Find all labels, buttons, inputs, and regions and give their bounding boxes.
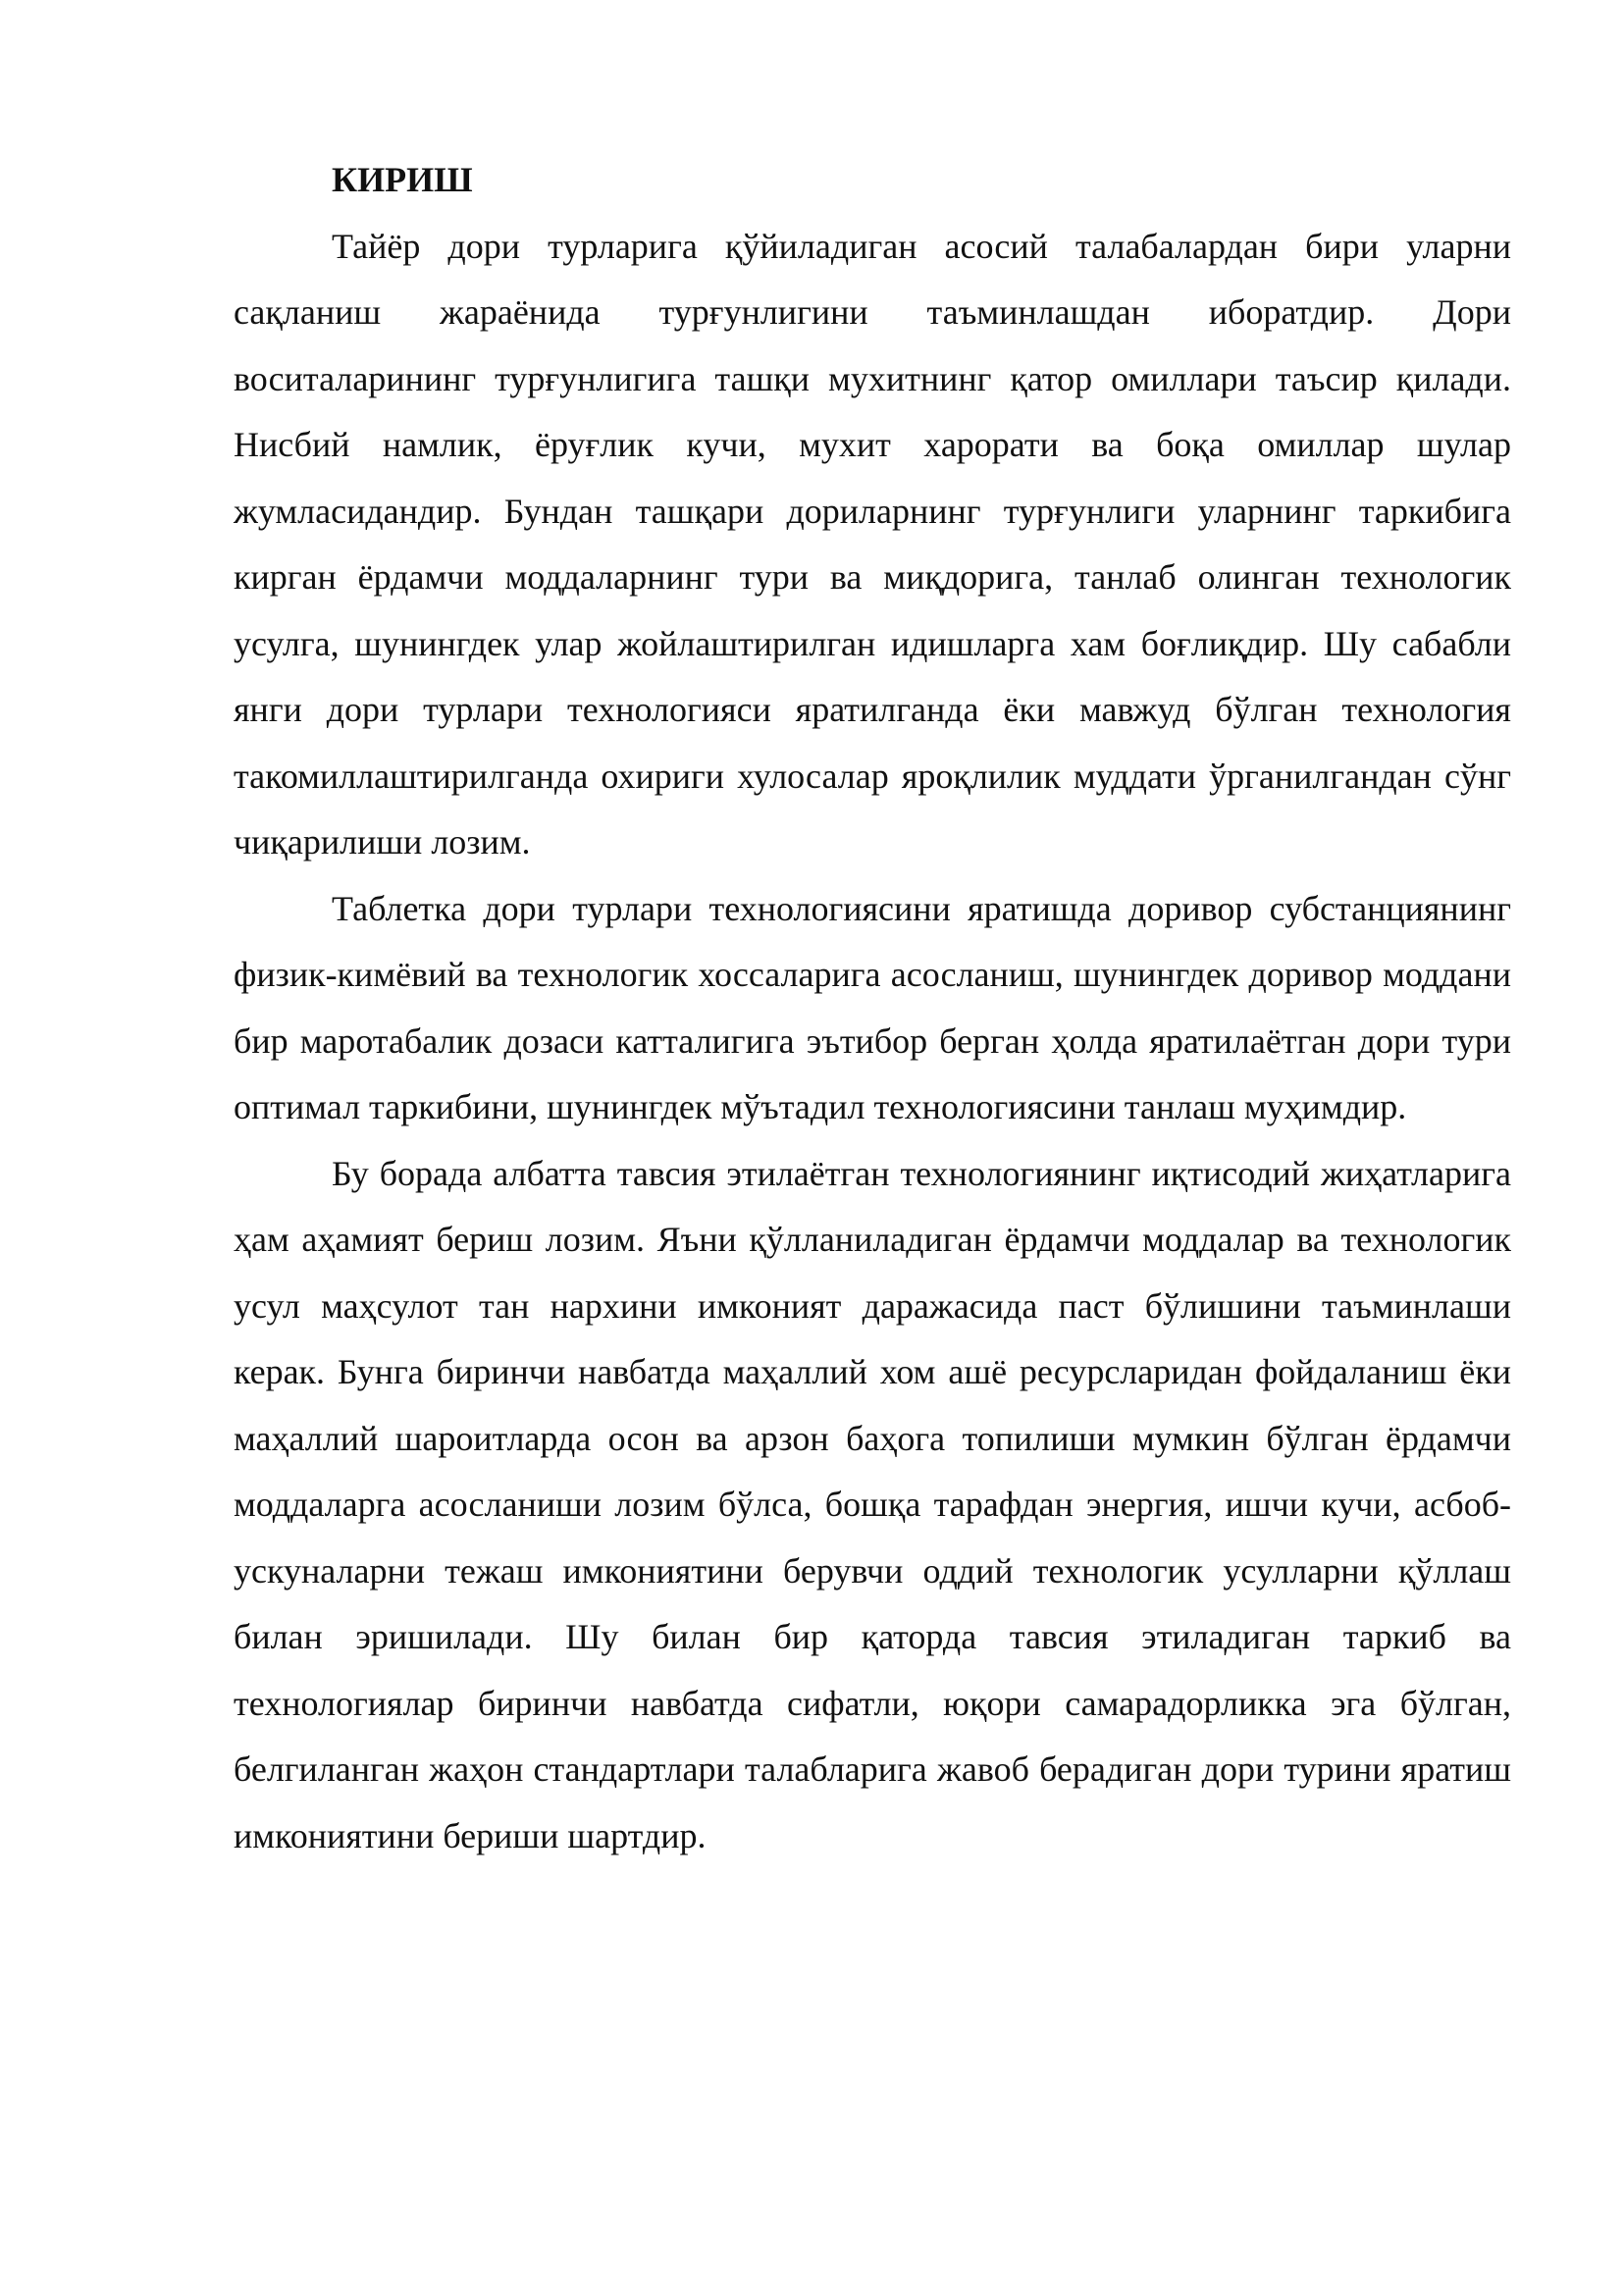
section-heading: КИРИШ: [332, 160, 473, 199]
paragraph-2: Таблетка дори турлари технологиясини яратишда доривор субстанциянинг физик-кимёвий ва технологик хоссаларига асосланиш, шунингдек доривор моддани бир маротабалик дозаси катталигига эътибор берган ҳолда яратилаётган дори тури оптимал таркибини, шунингдек мўътадил технологиясини танлаш муҳимдир.: [234, 888, 1511, 1126]
paragraph-1: Тайёр дори турларига қўйиладиган асосий талабалардан бири уларни сақланиш жараёнида турғунлигини таъминлашдан иборатдир. Дори воситаларининг турғунлигига ташқи мухитнинг қатор омиллари таъсир қилади. Нисбий намлик, ёруғлик кучи, мухит харорати ва боқа омиллар шулар жумласидандир. Бундан ташқари дориларнинг турғунлиги уларнинг таркибига кирган ёрдамчи моддаларнинг тури ва миқдорига, танлаб олинган технологик усулга, шунингдек улар жойлаштирилган идишларга хам боғлиқдир. Шу сабабли янги дори турлари технологияси яратилганда ёки мавжуд бўлган технология такомиллаштирилганда охириги хулосалар яроқлилик муддати ўрганилгандан сўнг чиқарилиши лозим.: [234, 226, 1511, 861]
paragraph-3: Бу борада албатта тавсия этилаётган технологиянинг иқтисодий жиҳатларига ҳам аҳамият бериш лозим. Яъни қўлланиладиган ёрдамчи моддалар ва технологик усул маҳсулот тан нархини имконият даражасида паст бўлишини таъминлаши керак. Бунга биринчи навбатда маҳаллий хом ашё ресурсларидан фойдаланиш ёки маҳаллий шароитларда осон ва арзон баҳога топилиши мумкин бўлган ёрдамчи моддаларга асосланиши лозим бўлса, бошқа тарафдан энергия, ишчи кучи, асбоб-ускуналарни тежаш имкониятини берувчи оддий технологик усулларни қўллаш билан эришилади. Шу билан бир қаторда тавсия этиладиган таркиб ва технологиялар биринчи навбатда сифатли, юқори самарадорликка эга бўлган, белгиланган жаҳон стандартлари талабларига жавоб берадиган дори турини яратиш имкониятини бериши шартдир.: [234, 1153, 1511, 1855]
document-body: [234, 147, 1511, 1869]
